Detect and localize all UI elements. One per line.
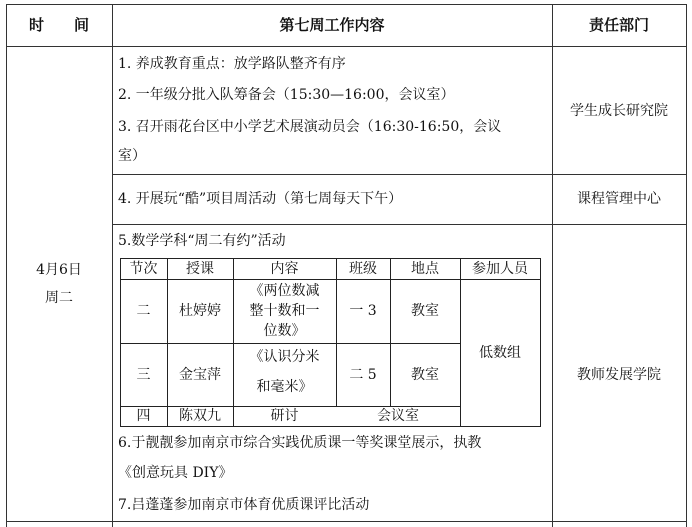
dept-student-growth: 学生成长研究院 — [570, 103, 668, 119]
header-bottom-border — [6, 46, 686, 47]
th-period: 节次 — [129, 261, 158, 277]
weekday-label: 周二 — [45, 290, 73, 306]
row1-content-line1: 《两位数减 — [249, 283, 320, 299]
table-bottom-border — [6, 521, 686, 522]
row2-content-line2: 和毫米》 — [256, 379, 313, 395]
participants-cell: 低数组 — [479, 345, 521, 361]
item-7: 7.吕蓬蓬参加南京市体育优质课评比活动 — [118, 497, 370, 513]
row1-content-line3: 位数》 — [263, 323, 306, 339]
item-5-title: 5.数学学科“周二有约”活动 — [118, 233, 286, 249]
row3-teacher: 陈双九 — [179, 408, 221, 424]
col-divider-dept — [552, 4, 553, 527]
row-divider-2 — [112, 224, 686, 225]
dept-teacher-development: 教师发展学院 — [577, 367, 661, 383]
header-content: 第七周工作内容 — [279, 16, 385, 34]
item-6-continued: 《创意玩具 DIY》 — [118, 465, 233, 481]
th-class: 班级 — [349, 261, 377, 277]
row1-period: 二 — [136, 303, 151, 319]
header-dept: 责任部门 — [588, 16, 649, 34]
item-3: 3. 召开雨花台区中小学艺术展演动员会（16:30-16:50，会议 — [118, 119, 502, 135]
row-divider-1 — [112, 174, 686, 175]
row3-period: 四 — [136, 408, 151, 424]
th-content: 内容 — [270, 261, 299, 277]
th-place: 地点 — [411, 261, 439, 277]
item-6: 6.于靓靓参加南京市综合实践优质课一等奖课堂展示，执教 — [118, 435, 482, 451]
row1-class: 一 3 — [349, 303, 377, 319]
row2-period: 三 — [136, 367, 151, 383]
dept-curriculum: 课程管理中心 — [577, 191, 661, 207]
col-divider-time — [112, 4, 113, 527]
table-top-border — [6, 4, 686, 5]
header-time: 时 间 — [28, 16, 89, 34]
item-1: 1. 养成教育重点：放学路队整齐有序 — [118, 56, 346, 72]
item-4: 4. 开展玩“酷”项目周活动（第七周每天下午） — [118, 191, 403, 207]
row3-place: 会议室 — [377, 408, 419, 424]
row2-teacher: 金宝萍 — [179, 367, 221, 383]
item-3-continued: 室） — [118, 148, 146, 164]
row3-content: 研讨 — [270, 408, 299, 424]
table-right-border — [686, 4, 687, 527]
row2-content-line1: 《认识分米 — [249, 349, 320, 365]
row1-teacher: 杜婷婷 — [179, 303, 221, 319]
row2-place: 教室 — [411, 367, 439, 383]
item-2: 2. 一年级分批入队筹备会（15:30—16:00，会议室） — [118, 87, 455, 103]
date-label: 4月6日 — [36, 262, 82, 278]
row1-content-line2: 整十数和一 — [249, 303, 320, 319]
row1-place: 教室 — [411, 303, 439, 319]
row2-class: 二 5 — [349, 367, 377, 383]
th-teacher: 授课 — [186, 261, 214, 277]
th-participants: 参加人员 — [472, 261, 528, 277]
